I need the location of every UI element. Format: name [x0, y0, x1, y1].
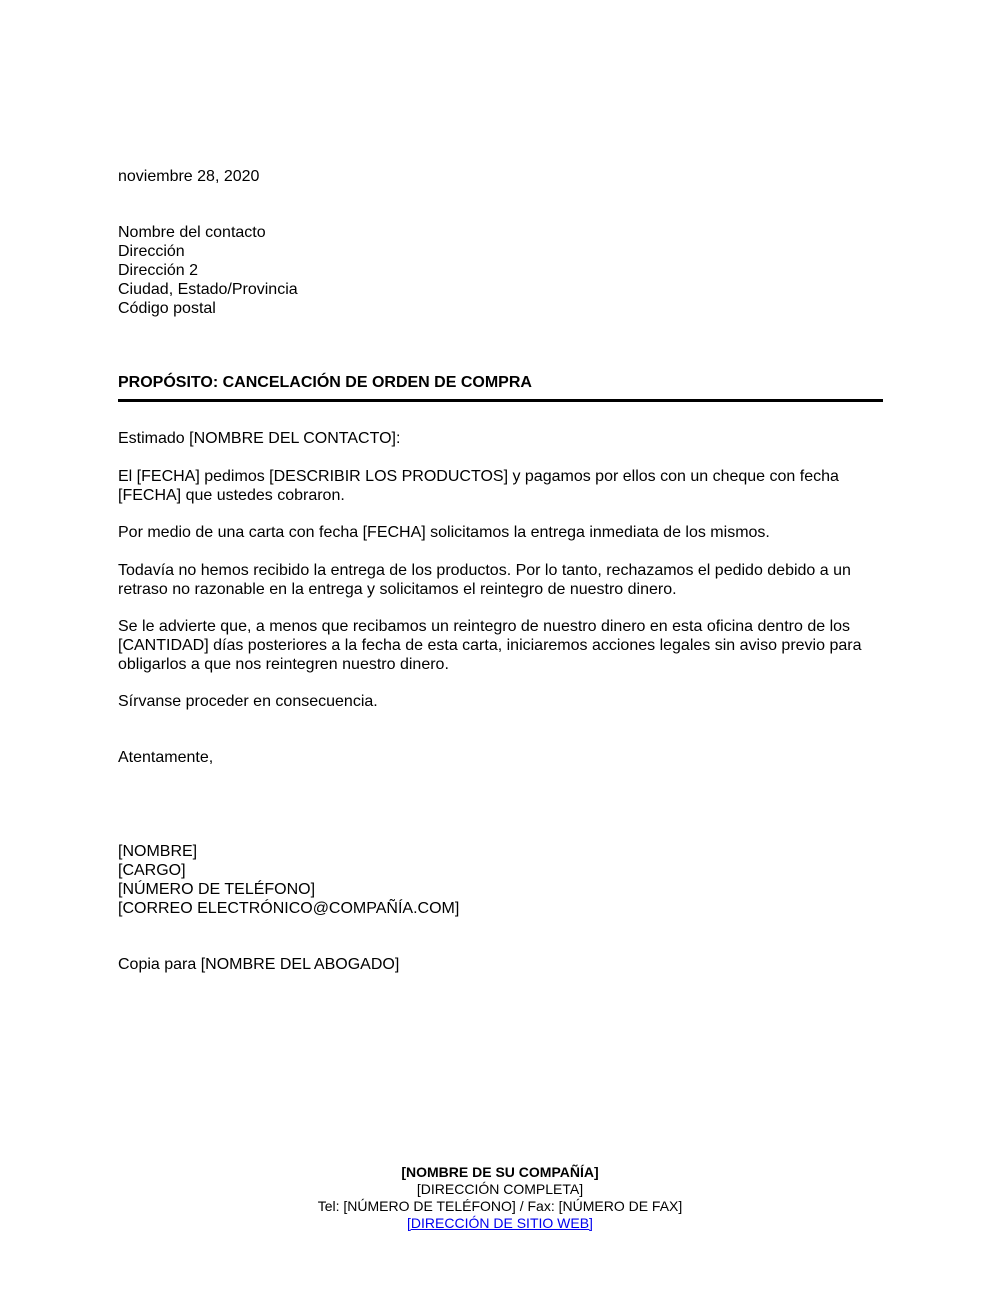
- body-paragraph-3: [118, 561, 888, 599]
- paragraph-line: Sírvanse proceder en consecuencia.: [118, 693, 378, 710]
- footer-contact: Tel: [NÚMERO DE TELÉFONO] / Fax: [NÚMERO DE FAX]: [317, 1198, 683, 1214]
- company-footer: [0, 1164, 1000, 1232]
- paragraph-line: El [FECHA] pedimos [DESCRIBIR LOS PRODUCTOS] y pagamos por ellos con un cheque con fecha: [118, 468, 839, 485]
- footer-company-name: [NOMBRE DE SU COMPAÑÍA]: [401, 1164, 599, 1180]
- body-paragraph-2: [118, 523, 888, 542]
- signature-name: [NOMBRE]: [118, 843, 198, 860]
- closing-text: Atentamente,: [118, 749, 214, 766]
- footer-address: [DIRECCIÓN COMPLETA]: [416, 1181, 584, 1197]
- body-paragraph-1: [118, 467, 888, 505]
- recipient-address-line-1: Dirección: [118, 243, 185, 260]
- signature-title: [CARGO]: [118, 862, 186, 879]
- paragraph-line: [CANTIDAD] días posteriores a la fecha de esta carta, iniciaremos acciones legales sin aviso previo para: [118, 637, 862, 654]
- paragraph-line: Se le advierte que, a menos que recibamos un reintegro de nuestro dinero en esta oficina dentro de los: [118, 618, 851, 635]
- paragraph-line: obligarlos a que nos reintegren nuestro dinero.: [118, 656, 449, 673]
- paragraph-line: retraso no razonable en la entrega y solicitamos el reintegro de nuestro dinero.: [118, 581, 677, 598]
- greeting: [118, 429, 888, 448]
- greeting-text: Estimado [NOMBRE DEL CONTACTO]:: [118, 430, 401, 447]
- signature-block: [118, 842, 888, 918]
- recipient-address-block: [118, 223, 298, 318]
- subject-heading: PROPÓSITO: CANCELACIÓN DE ORDEN DE COMPRA: [118, 374, 532, 391]
- paragraph-line: Por medio de una carta con fecha [FECHA] solicitamos la entrega inmediata de los mismos.: [118, 524, 770, 541]
- closing: [118, 748, 888, 767]
- paragraph-line: Todavía no hemos recibido la entrega de los productos. Por lo tanto, rechazamos el pedido debido a un: [118, 562, 851, 579]
- paragraph-line: [FECHA] que ustedes cobraron.: [118, 487, 345, 504]
- signature-phone: [NÚMERO DE TELÉFONO]: [118, 881, 316, 898]
- signature-email: [CORREO ELECTRÓNICO@COMPAÑÍA.COM]: [118, 900, 460, 917]
- recipient-address-line-2: Dirección 2: [118, 262, 199, 279]
- cc-line: [118, 955, 888, 974]
- footer-website-link[interactable]: [DIRECCIÓN DE SITIO WEB]: [407, 1215, 593, 1231]
- letter-date: noviembre 28, 2020: [118, 168, 260, 185]
- body-paragraph-4: [118, 617, 888, 674]
- recipient-city-state: Ciudad, Estado/Provincia: [118, 281, 298, 298]
- body-paragraph-5: [118, 692, 888, 711]
- cc-text: Copia para [NOMBRE DEL ABOGADO]: [118, 956, 400, 973]
- recipient-postal-code: Código postal: [118, 300, 216, 317]
- recipient-name: Nombre del contacto: [118, 224, 266, 241]
- subject-divider: [118, 399, 883, 402]
